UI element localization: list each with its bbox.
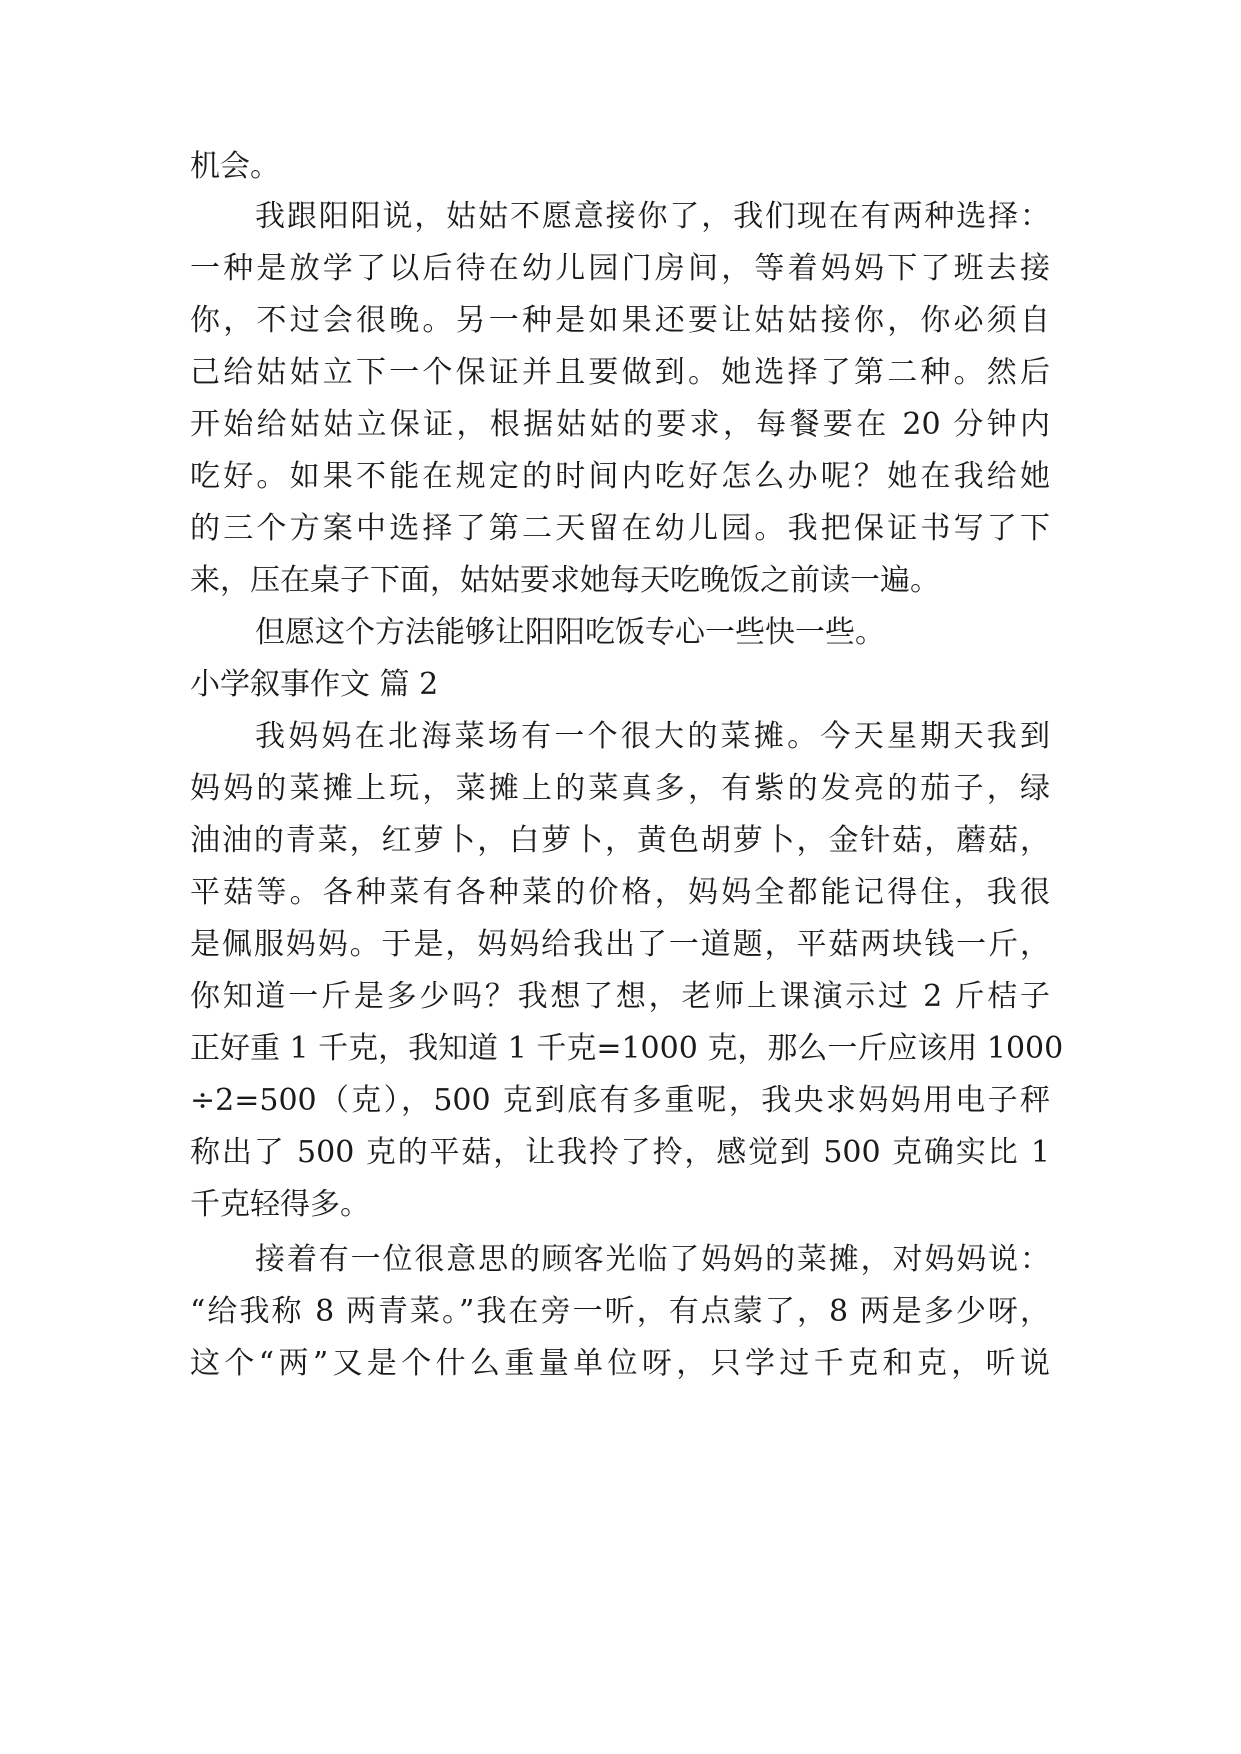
section-heading: 小学叙事作文 篇 2 bbox=[190, 667, 439, 702]
text-line-24: 这个“两”又是个什么重量单位呀，只学过千克和克，听说 bbox=[190, 1346, 1050, 1381]
text-line-20: 称出了 500 克的平菇，让我拎了拎，感觉到 500 克确实比 1 bbox=[190, 1135, 1050, 1170]
text-line-23: “给我称 8 两青菜。”我在旁一听，有点蒙了，8 两是多少呀， bbox=[190, 1294, 1050, 1329]
text-line-5: 己给姑姑立下一个保证并且要做到。她选择了第二种。然后 bbox=[190, 355, 1050, 390]
text-line-13: 妈妈的菜摊上玩，菜摊上的菜真多，有紫的发亮的茄子，绿 bbox=[190, 771, 1050, 806]
text-line-6: 开始给姑姑立保证，根据姑姑的要求，每餐要在 20 分钟内 bbox=[190, 407, 1050, 442]
text-line-18: 正好重 1 千克，我知道 1 千克=1000 克，那么一斤应该用 1000 bbox=[190, 1031, 1064, 1066]
text-line-19: ÷2=500（克），500 克到底有多重呢，我央求妈妈用电子秤 bbox=[190, 1083, 1050, 1118]
text-line-1: 机会。 bbox=[190, 149, 280, 184]
text-line-3: 一种是放学了以后待在幼儿园门房间，等着妈妈下了班去接 bbox=[190, 251, 1050, 286]
text-line-15: 平菇等。各种菜有各种菜的价格，妈妈全都能记得住，我很 bbox=[190, 875, 1050, 910]
text-line-14: 油油的青菜，红萝卜，白萝卜，黄色胡萝卜，金针菇，蘑菇， bbox=[190, 823, 1050, 858]
text-line-8: 的三个方案中选择了第二天留在幼儿园。我把保证书写了下 bbox=[190, 511, 1050, 546]
paragraph-start-line: 我跟阳阳说，姑姑不愿意接你了，我们现在有两种选择： bbox=[255, 199, 1050, 234]
paragraph-start-line: 接着有一位很意思的顾客光临了妈妈的菜摊，对妈妈说： bbox=[255, 1242, 1050, 1277]
text-line-9: 来，压在桌子下面，姑姑要求她每天吃晚饭之前读一遍。 bbox=[190, 563, 940, 598]
text-line-21: 千克轻得多。 bbox=[190, 1187, 370, 1222]
text-line-7: 吃好。如果不能在规定的时间内吃好怎么办呢？她在我给她 bbox=[190, 459, 1050, 494]
text-line-17: 你知道一斤是多少吗？我想了想，老师上课演示过 2 斤桔子 bbox=[190, 979, 1050, 1014]
text-line-4: 你，不过会很晚。另一种是如果还要让姑姑接你，你必须自 bbox=[190, 303, 1050, 338]
paragraph-start-line: 但愿这个方法能够让阳阳吃饭专心一些快一些。 bbox=[255, 615, 885, 650]
paragraph-start-line: 我妈妈在北海菜场有一个很大的菜摊。今天星期天我到 bbox=[255, 719, 1050, 754]
text-line-16: 是佩服妈妈。于是，妈妈给我出了一道题，平菇两块钱一斤， bbox=[190, 927, 1050, 962]
